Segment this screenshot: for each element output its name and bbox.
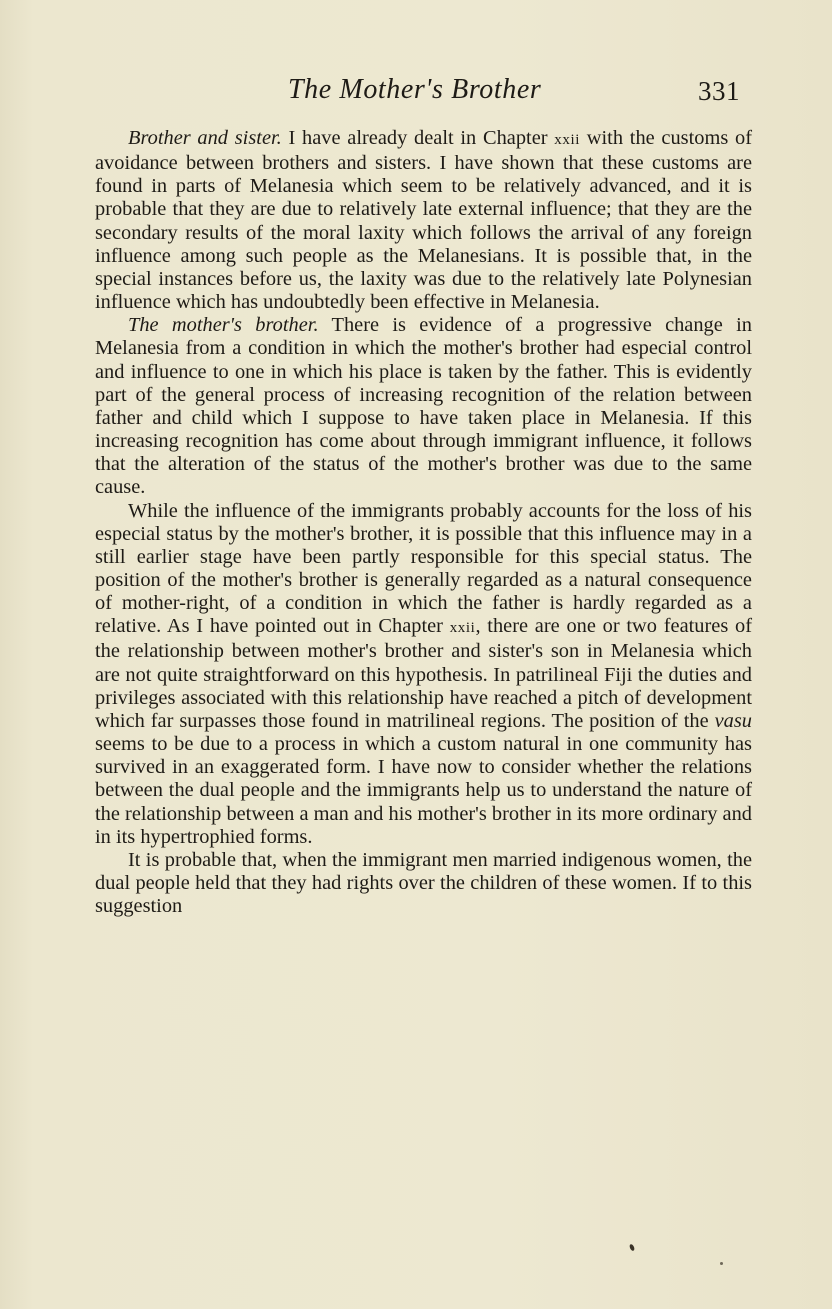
paragraph-text: I have already dealt in Chapter: [281, 127, 555, 149]
page-number: 331: [698, 76, 740, 106]
paragraph-mothers-brother: [95, 314, 752, 499]
paragraph-text: seems to be due to a process in which a custom natural in one community has survived in an exaggerated form. I have now to consider whether the relations between the dual people and the immigrants help us to understand the nature of the relationship between a man and his mother's brother in its more ordinary and in its hypertrophied forms.: [95, 733, 752, 848]
paragraph-text: with the customs of avoidance between brothers and sisters. I have shown that these customs are found in parts of Melanesia which seem to be relatively advanced, and it is probable that they are due to relatively late external influence; that they are the secondary results of the moral laxity which follows the arrival of any foreign influence among such people as the Melanesians. It is possible that, in the special instances before us, the laxity was due to the relatively late Polynesian influence which has undoubtedly been effective in Melanesia.: [95, 127, 752, 314]
vasu-term: vasu: [714, 709, 752, 732]
paragraph-text: There is evidence of a progressive change in Melanesia from a condition in which the mother's brother had especial control and influence to one in which his place is taken by the father. This is evidently part of the general process of increasing recognition of the relation between father and child which I suppose to have taken place in Melanesia. If this increasing recognition has come about through immigrant influence, it follows that the alteration of the status of the mother's brother was due to the same cause.: [95, 314, 752, 499]
chapter-reference: xxii: [554, 132, 581, 148]
paragraph-immigrant-influence: [95, 500, 752, 849]
paragraph-brother-and-sister: [95, 127, 752, 314]
running-title: The Mother's Brother: [288, 74, 542, 105]
paragraph-text: , there are one or two features of the relationship between mother's brother and sister's son in Melanesia which are not quite straightforward on this hypothesis. In patrilineal Fiji the duties and privileges associated with this relationship have reached a pitch of development which far surpasses those found in matrilineal regions. The position of the: [95, 615, 752, 732]
running-head: [0, 74, 832, 114]
paragraph-text: While the influence of the immigrants probably accounts for the loss of his especial status by the mother's brother, it is possible that this influence may in a still earlier stage have been partly responsible for this special status. The position of the mother's brother is generally regarded as a natural consequence of mother-right, of a condition in which the father is hardly regarded as a relative. As I have pointed out in Chapter: [95, 499, 752, 638]
paragraph-text: It is probable that, when the immigrant men married indigenous women, the dual people held that they had rights over the children of these women. If to this suggestion: [95, 848, 752, 918]
paragraph-heading: Brother and sister.: [128, 127, 282, 149]
paragraph-immigrant-marriage: [95, 849, 752, 918]
body-text: [95, 127, 752, 918]
ink-speck: [629, 1243, 636, 1251]
ink-speck: [720, 1262, 723, 1265]
chapter-reference: xxii: [449, 620, 476, 637]
paragraph-heading: The mother's brother.: [128, 314, 319, 337]
